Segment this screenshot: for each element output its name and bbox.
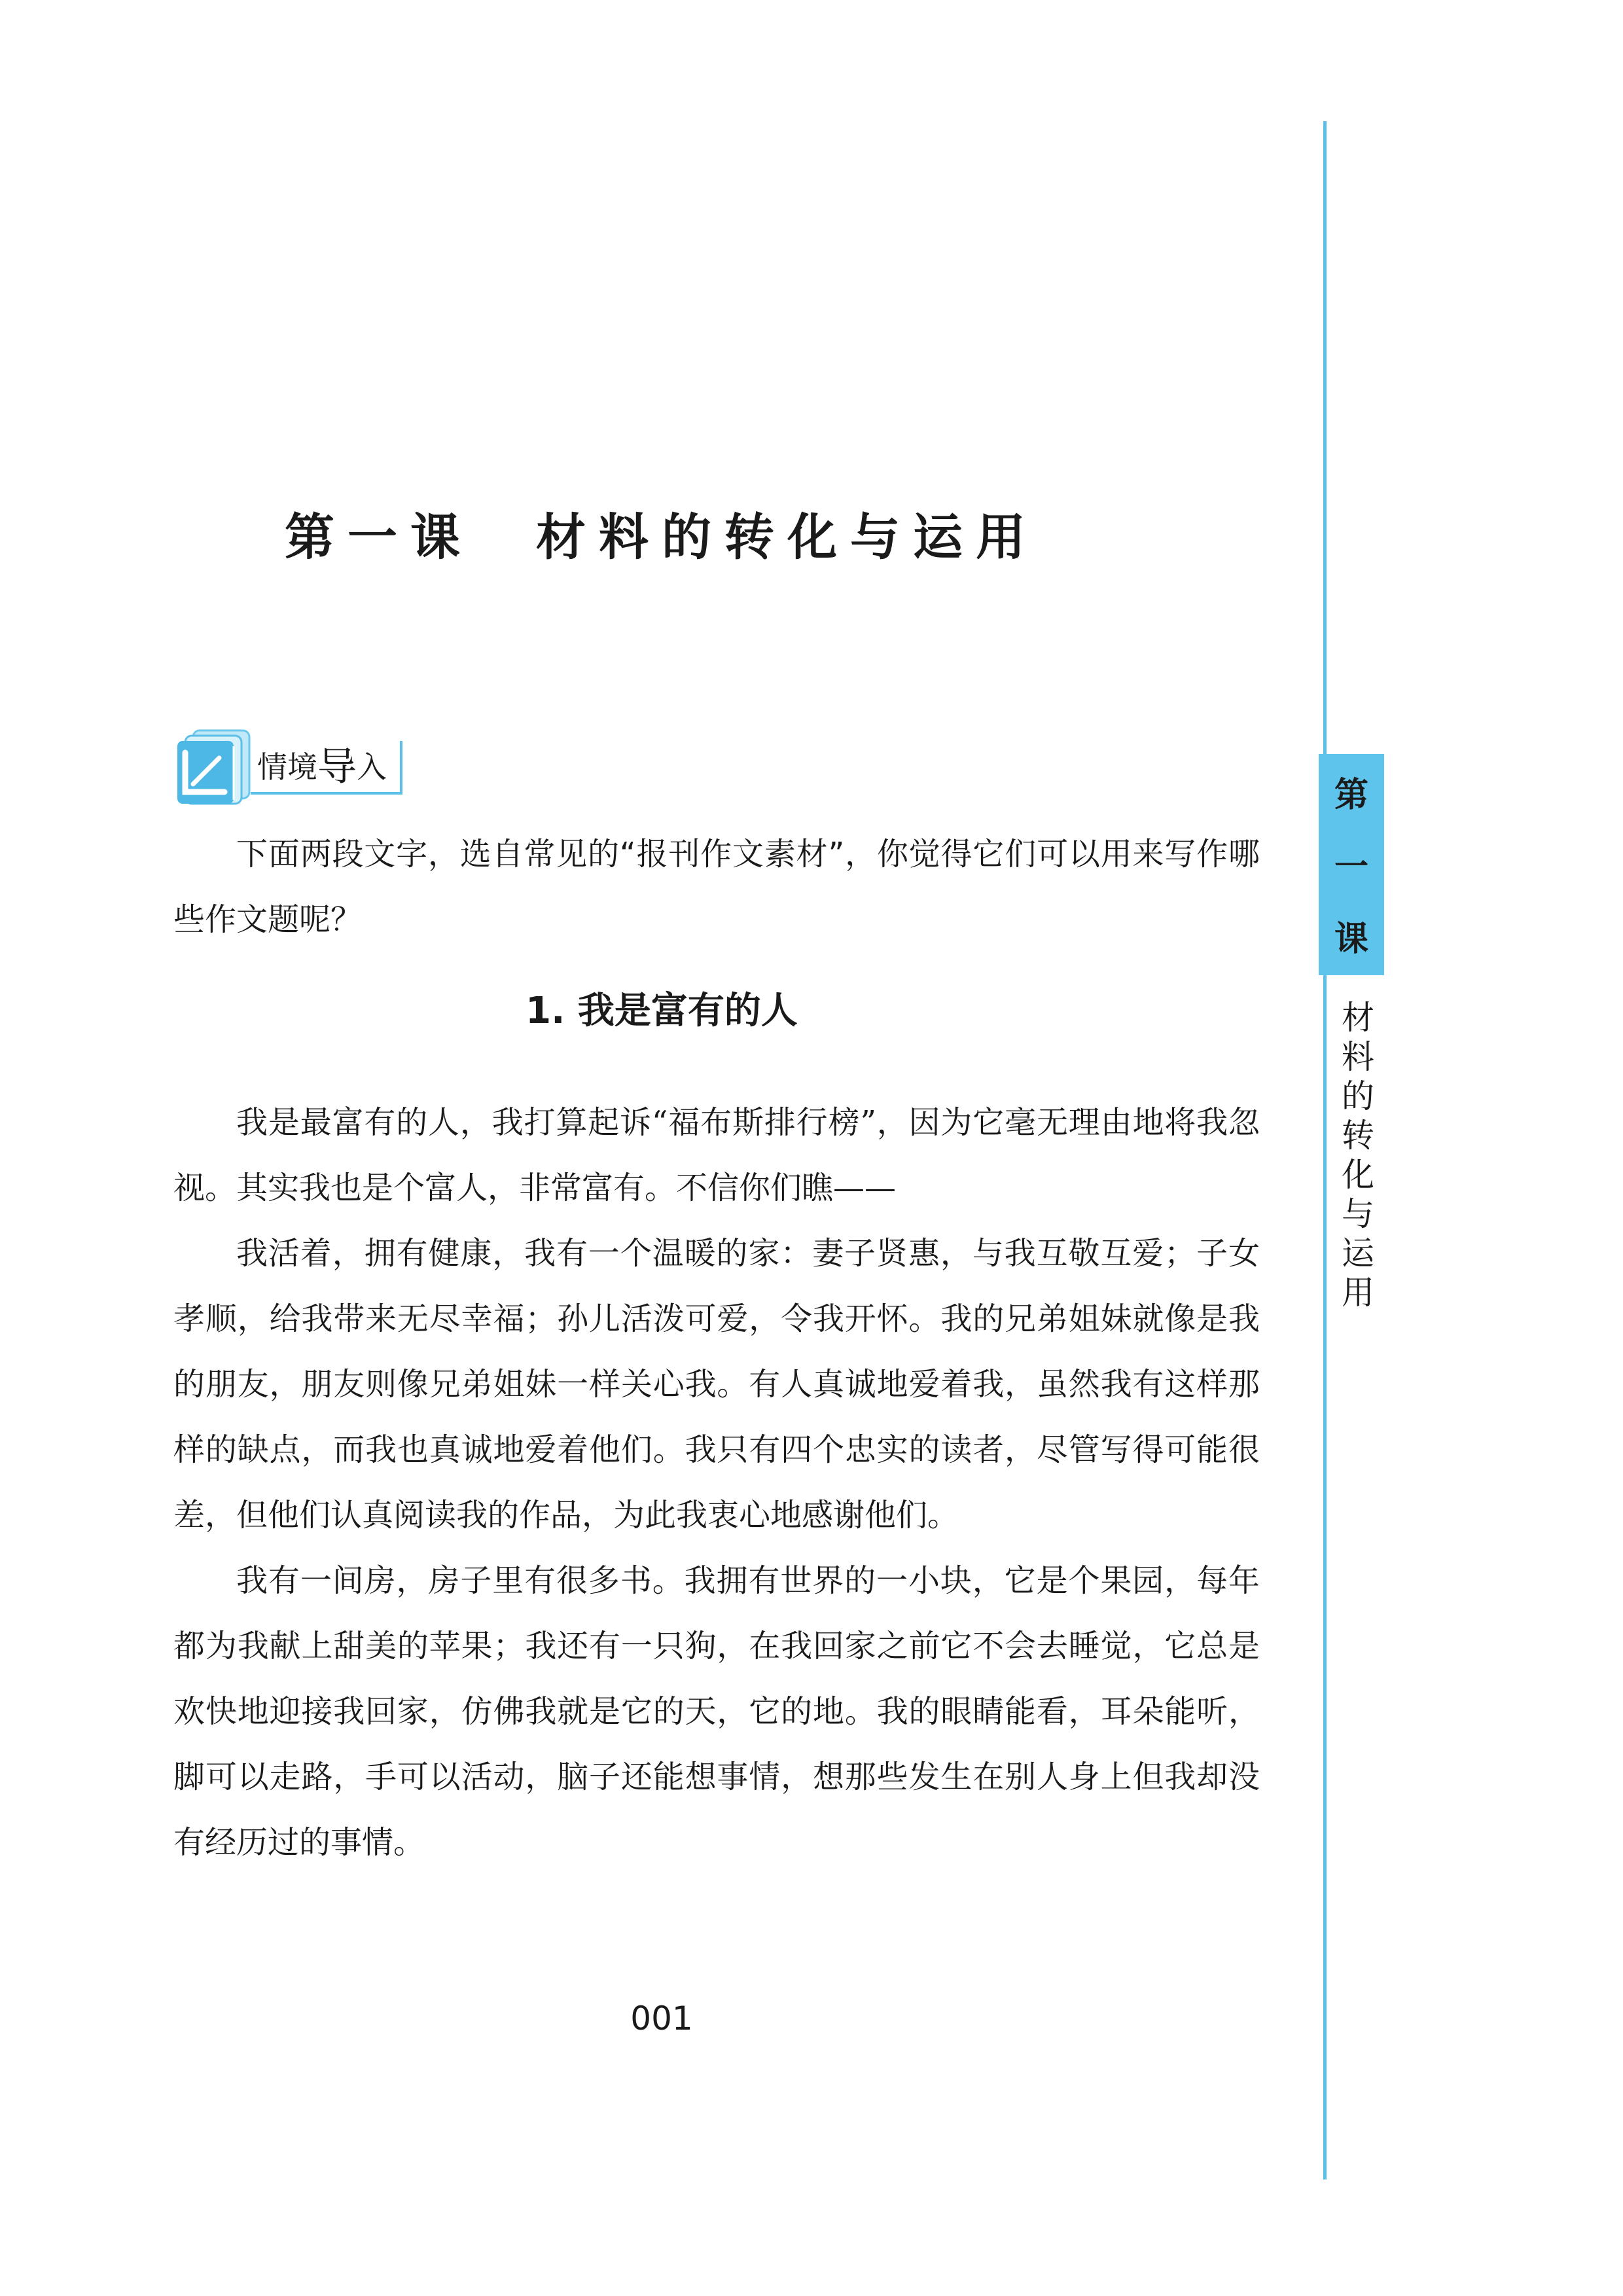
chapter-tab-char: 一 [1334, 847, 1368, 887]
body-paragraph: 我有一间房，房子里有很多书。我拥有世界的一小块，它是个果园，每年都为我献上甜美的苹果；我还有一只狗，在我回家之前它不会去睡觉，它总是欢快地迎接我回家，仿佛我就是它的天，它的地。我的眼睛能看，耳朵能听，脚可以走路，手可以活动，脑子还能想事情，想那些发生在别人身上但我却没有经历过的事情。 [173, 1562, 1260, 1861]
page-number: 001 [630, 2000, 693, 2037]
sidebar-title-char: 转 [1342, 1117, 1374, 1155]
sidebar-title-char: 运 [1342, 1234, 1374, 1272]
sidebar-title-char: 用 [1342, 1274, 1374, 1312]
section-label-part: 导 [317, 744, 357, 790]
sidebar-title-char: 料 [1342, 1038, 1374, 1076]
section-heading [173, 726, 409, 798]
sidebar-title-char: 与 [1342, 1195, 1374, 1233]
body-paragraph: 我是最富有的人，我打算起诉“福布斯排行榜”，因为它毫无理由地将我忽视。其实我也是个富人，非常富有。不信你们瞧—— [173, 1104, 1260, 1206]
sidebar-title-char: 的 [1342, 1077, 1374, 1115]
chapter-tab-char: 第 [1334, 775, 1368, 815]
sidebar-rule [1323, 121, 1327, 2179]
piece-body [173, 1090, 1260, 1875]
chapter-tab [1319, 754, 1384, 975]
section-label-part: 情境 [257, 749, 317, 785]
body-paragraph: 我活着，拥有健康，我有一个温暖的家：妻子贤惠，与我互敬互爱；子女孝顺，给我带来无尽幸福；孙儿活泼可爱，令我开怀。我的兄弟姐妹就像是我的朋友，朋友则像兄弟姐妹一样关心我。有人真诚地爱着我，虽然我有这样那样的缺点，而我也真诚地爱着他们。我只有四个忠实的读者，尽管写得可能很差，但他们认真阅读我的作品，为此我衷心地感谢他们。 [173, 1235, 1260, 1534]
sidebar-title-char: 化 [1342, 1156, 1374, 1194]
sidebar-title-char: 材 [1342, 999, 1374, 1037]
intro-paragraph [173, 821, 1260, 952]
intro-text: 下面两段文字，选自常见的“报刊作文素材”，你觉得它们可以用来写作哪些作文题呢？ [173, 836, 1260, 938]
folder-book-icon [173, 726, 259, 805]
chapter-tab-char: 课 [1334, 919, 1368, 959]
lesson-title: 第一课 材料的转化与运用 [285, 508, 1039, 566]
section-label [251, 741, 402, 795]
section-label-part: 入 [357, 749, 387, 785]
piece-title: 1. 我是富有的人 [526, 990, 798, 1032]
